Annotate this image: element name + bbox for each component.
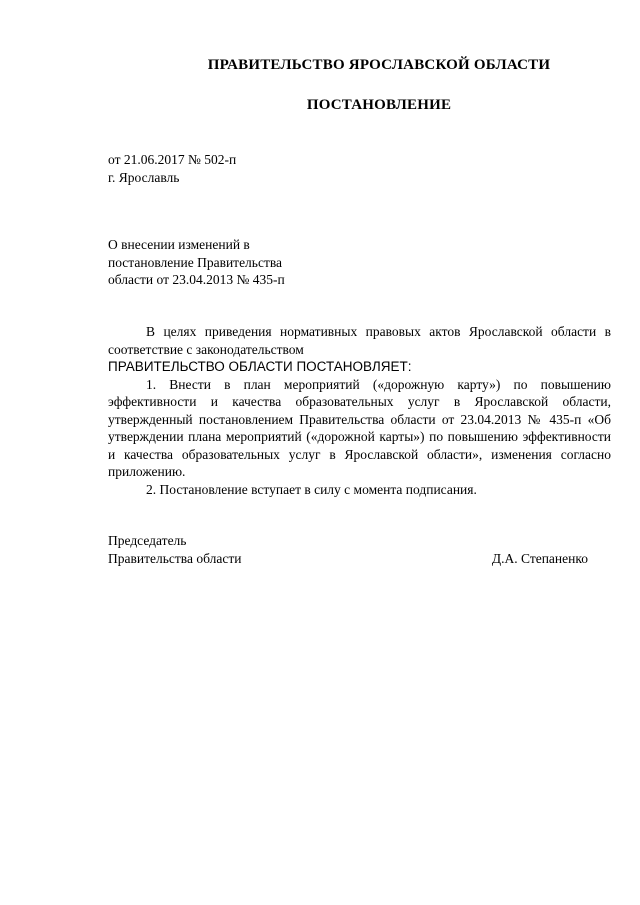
document-city: г. Ярославль	[108, 170, 180, 185]
document-type: ПОСТАНОВЛЕНИЕ	[306, 97, 452, 113]
subject-line: О внесении изменений в	[108, 237, 250, 252]
signatory-position-line1: Председатель	[108, 533, 187, 548]
document-subject	[108, 236, 368, 289]
preamble-paragraph: В целях приведения нормативных правовых актов Ярославской области в соответствие с законодательством	[108, 324, 611, 357]
item-1-paragraph: 1. Внести в план мероприятий («дорожную карту») по повышению эффективности и качества образовательных услуг в Ярославской области, утвержденный постановлением Правительства области от 23.04.2013 № 435-п «Об утверждении плана мероприятий («дорожной карты») по повышению эффективности и качества образовательных услуг в Ярославской области», изменения согласно приложению.	[108, 376, 611, 479]
document-date-number: от 21.06.2017 № 502-п	[108, 152, 237, 167]
government-title: ПРАВИТЕЛЬСТВО ЯРОСЛАВСКОЙ ОБЛАСТИ	[207, 57, 551, 73]
signature-block	[108, 532, 588, 567]
subject-line: постановление Правительства	[108, 254, 283, 270]
signature-row	[108, 550, 588, 568]
signatory-name: Д.А. Степаненко	[491, 550, 588, 566]
signatory-position-line2: Правительства области	[108, 550, 242, 566]
document-body	[108, 323, 611, 498]
subject-line: области от 23.04.2013 № 435-п	[108, 272, 285, 287]
item-2-paragraph: 2. Постановление вступает в силу с момента подписания.	[146, 481, 477, 497]
decree-heading: ПРАВИТЕЛЬСТВО ОБЛАСТИ ПОСТАНОВЛЯЕТ:	[108, 359, 412, 374]
